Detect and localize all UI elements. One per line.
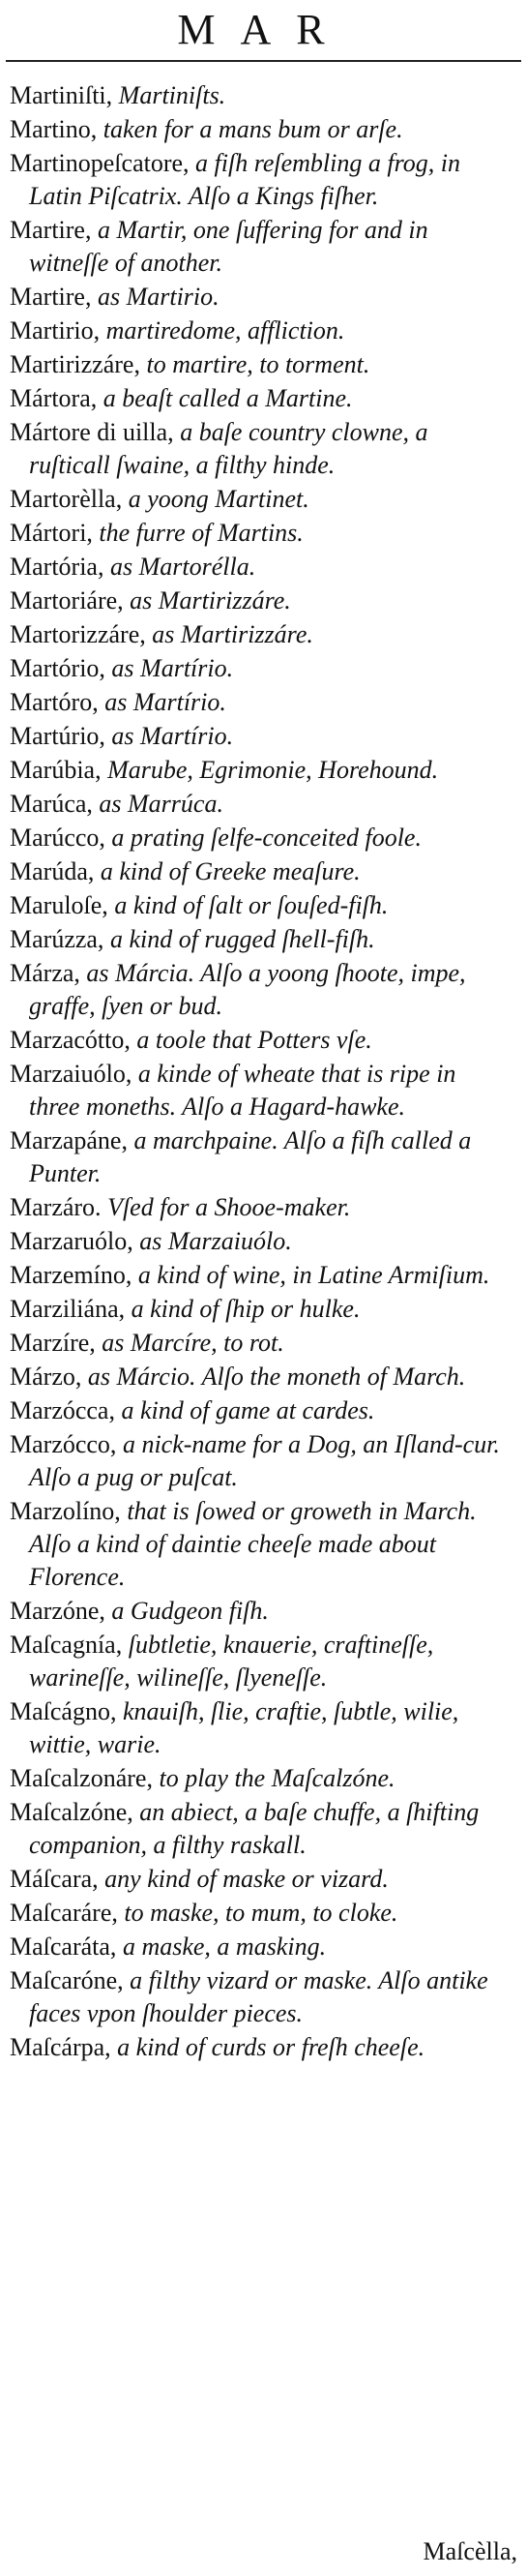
dictionary-entry [10, 281, 512, 314]
entry-definition: knauiſh, ſlie, craftie, ſubtle, wilie, wittie, warie. [29, 1697, 459, 1758]
entry-definition: a kind of game at cardes. [121, 1396, 375, 1424]
dictionary-entry [10, 1191, 512, 1224]
entry-headword: Marzaruólo, [10, 1227, 133, 1255]
dictionary-entry [10, 1394, 512, 1427]
dictionary-entry [10, 1327, 512, 1360]
entry-definition: Marube, Egrimonie, Horehound. [107, 756, 439, 784]
entry-definition: as Martírio. [104, 688, 226, 716]
dictionary-entry [10, 720, 512, 753]
entry-headword: Marzóne, [10, 1597, 105, 1625]
entry-headword: Martório, [10, 654, 105, 682]
entry-definition: a marchpaine. Alſo a fiſh called a Punter. [29, 1126, 472, 1187]
entry-headword: Marúcco, [10, 824, 105, 852]
entry-headword: Maſcágno, [10, 1697, 117, 1725]
dictionary-entry [10, 348, 512, 381]
entry-headword: Marziliána, [10, 1295, 126, 1323]
dictionary-entry [10, 483, 512, 516]
dictionary-entry [10, 382, 512, 415]
dictionary-entry [10, 113, 512, 146]
entry-headword: Marzaiuólo, [10, 1060, 132, 1088]
dictionary-entry [10, 1595, 512, 1628]
entry-headword: Máſcara, [10, 1865, 99, 1893]
entry-headword: Marzolíno, [10, 1497, 121, 1525]
dictionary-entry [10, 315, 512, 347]
dictionary-entry [10, 957, 512, 1023]
entry-headword: Maſcárpa, [10, 2033, 111, 2061]
dictionary-entry [10, 1293, 512, 1326]
entry-definition: taken for a mans bum or arſe. [102, 115, 403, 143]
dictionary-entry [10, 79, 512, 112]
dictionary-entry [10, 1897, 512, 1930]
entry-definition: as Martirizzáre. [152, 620, 313, 648]
entry-definition: a nick-name for a Dog, an Iſland-cur. Alſo a pug or puſcat. [29, 1430, 500, 1491]
entry-headword: Maſcaróne, [10, 1966, 124, 1994]
dictionary-entry [10, 1361, 512, 1393]
dictionary-entry [10, 1931, 512, 1963]
dictionary-entry [10, 1629, 512, 1694]
entry-definition: a prating ſelfe-conceited foole. [111, 824, 422, 852]
entry-definition: as Márcio. Alſo the moneth of March. [87, 1363, 466, 1391]
dictionary-entry [10, 147, 512, 213]
dictionary-entry [10, 551, 512, 584]
entry-definition: to play the Maſcalzóne. [159, 1764, 395, 1792]
entry-headword: Marzócco, [10, 1430, 117, 1458]
entry-headword: Mártore di uilla, [10, 418, 174, 446]
dictionary-entry [10, 1796, 512, 1862]
entry-headword: Marzáro. [10, 1193, 102, 1221]
entry-headword: Mártori, [10, 519, 93, 547]
entry-definition: as Martorélla. [109, 553, 256, 581]
dictionary-entry [10, 2031, 512, 2064]
entry-definition: a toole that Potters vſe. [136, 1026, 372, 1054]
entry-definition: a kind of Greeke meaſure. [100, 857, 361, 885]
dictionary-entry [10, 855, 512, 888]
entry-definition: a kind of rugged ſhell-fiſh. [109, 925, 375, 953]
dictionary-entry [10, 822, 512, 854]
entry-definition: a kind of ſhip or hulke. [131, 1295, 361, 1323]
entry-headword: Marzapáne, [10, 1126, 128, 1154]
entry-definition: a fiſh reſembling a frog, in Latin Piſcatrix. Alſo a Kings fiſher. [29, 149, 460, 210]
entry-headword: Márza, [10, 959, 80, 987]
entry-definition: any kind of maske or vizard. [104, 1865, 389, 1893]
entry-headword: Marzacótto, [10, 1026, 131, 1054]
entry-headword: Marzócca, [10, 1396, 115, 1424]
entry-headword: Martirizzáre, [10, 350, 140, 378]
dictionary-entry [10, 584, 512, 617]
dictionary-entry [10, 889, 512, 922]
entry-definition: a beaſt called a Martine. [102, 384, 353, 412]
entry-headword: Maſcalzonáre, [10, 1764, 153, 1792]
entry-headword: Maſcagnía, [10, 1631, 123, 1659]
dictionary-entry [10, 923, 512, 956]
entry-headword: Marzíre, [10, 1329, 96, 1357]
entry-headword: Marúda, [10, 857, 95, 885]
entry-headword: Martorèlla, [10, 485, 123, 513]
dictionary-entry [10, 1964, 512, 2030]
dictionary-entry [10, 652, 512, 685]
entry-headword: Márzo, [10, 1363, 82, 1391]
entry-definition: that is ſowed or groweth in March. Alſo a kind of daintie cheeſe made about Florence. [29, 1497, 477, 1591]
entry-definition: to martire, to torment. [146, 350, 370, 378]
entry-definition: a kind of ſalt or ſouſed-fiſh. [114, 891, 389, 919]
entry-definition: an abiect, a baſe chuffe, a ſhifting companion, a filthy raskall. [29, 1798, 480, 1859]
entry-headword: Martúrio, [10, 722, 105, 750]
entry-definition: a baſe country clowne, a ruſticall ſwaine, a filthy hinde. [29, 418, 428, 479]
entry-headword: Martorizzáre, [10, 620, 146, 648]
entry-headword: Martóro, [10, 688, 99, 716]
entry-definition: as Martírio. [111, 722, 234, 750]
dictionary-entry [10, 618, 512, 651]
entry-definition: ſubtletie, knauerie, craftineſſe, warineſſe, wilineſſe, ſlyeneſſe. [29, 1631, 434, 1692]
dictionary-entry [10, 1428, 512, 1494]
dictionary-entry [10, 416, 512, 482]
entry-definition: a kind of wine, in Latine Armiſium. [137, 1261, 490, 1289]
entry-headword: Maſcaráre, [10, 1899, 118, 1927]
dictionary-entry [10, 517, 512, 550]
entry-definition: martiredome, affliction. [105, 316, 345, 344]
dictionary-entry [10, 1024, 512, 1057]
dictionary-entry [10, 1058, 512, 1123]
entry-headword: Martoriáre, [10, 586, 124, 614]
entry-headword: Marúbia, [10, 756, 102, 784]
entry-definition: a Martir, one ſuffering for and in witneſſe of another. [29, 216, 428, 277]
dictionary-entry [10, 1762, 512, 1795]
entry-definition: as Márcia. Alſo a yoong ſhoote, impe, graffe, ſyen or bud. [29, 959, 466, 1020]
entry-definition: Martiniſts. [118, 81, 226, 109]
dictionary-entry [10, 1225, 512, 1258]
entry-definition: to maske, to mum, to cloke. [124, 1899, 398, 1927]
entry-list [10, 79, 512, 2065]
dictionary-entry [10, 1124, 512, 1190]
catchword: Maſcèlla, [423, 2537, 517, 2565]
entry-headword: Marúzza, [10, 925, 104, 953]
entry-definition: a filthy vizard or maske. Alſo antike faces vpon ſhoulder pieces. [29, 1966, 488, 2027]
entry-headword: Martire, [10, 216, 92, 244]
entry-definition: as Marzaiuólo. [139, 1227, 292, 1255]
entry-definition: Vſed for a Shooe-maker. [107, 1193, 351, 1221]
entry-headword: Martória, [10, 553, 104, 581]
dictionary-entry [10, 788, 512, 821]
entry-headword: Martirio, [10, 316, 101, 344]
entry-definition: as Martirio. [97, 283, 220, 311]
entry-headword: Martinopeſcatore, [10, 149, 190, 177]
entry-definition: a kind of curds or freſh cheeſe. [117, 2033, 425, 2061]
entry-headword: Martiniſti, [10, 81, 113, 109]
entry-definition: the furre of Martins. [99, 519, 304, 547]
entry-headword: Maſcaráta, [10, 1932, 117, 1961]
dictionary-entry [10, 1695, 512, 1761]
entry-definition: a Gudgeon fiſh. [111, 1597, 269, 1625]
entry-definition: a maske, a masking. [122, 1932, 327, 1961]
dictionary-entry [10, 1495, 512, 1594]
entry-headword: Mártora, [10, 384, 98, 412]
dictionary-entry [10, 1259, 512, 1292]
dictionary-entry [10, 686, 512, 719]
entry-headword: Marzemíno, [10, 1261, 132, 1289]
entry-headword: Maruloſe, [10, 891, 108, 919]
entry-definition: a yoong Martinet. [128, 485, 309, 513]
entry-headword: Martire, [10, 283, 92, 311]
entry-definition: a kinde of wheate that is ripe in three moneths. Alſo a Hagard-hawke. [29, 1060, 456, 1121]
entry-headword: Maſcalzóne, [10, 1798, 133, 1826]
entry-headword: Marúca, [10, 790, 93, 818]
page-header: MAR [177, 6, 350, 53]
header-rule [6, 60, 521, 62]
entry-definition: as Marrúca. [99, 790, 223, 818]
dictionary-entry [10, 214, 512, 280]
dictionary-entry [10, 754, 512, 787]
entry-definition: as Martírio. [111, 654, 234, 682]
entry-definition: as Marcíre, to rot. [102, 1329, 284, 1357]
dictionary-entry [10, 1863, 512, 1896]
entry-definition: as Martirizzáre. [130, 586, 291, 614]
entry-headword: Martino, [10, 115, 98, 143]
